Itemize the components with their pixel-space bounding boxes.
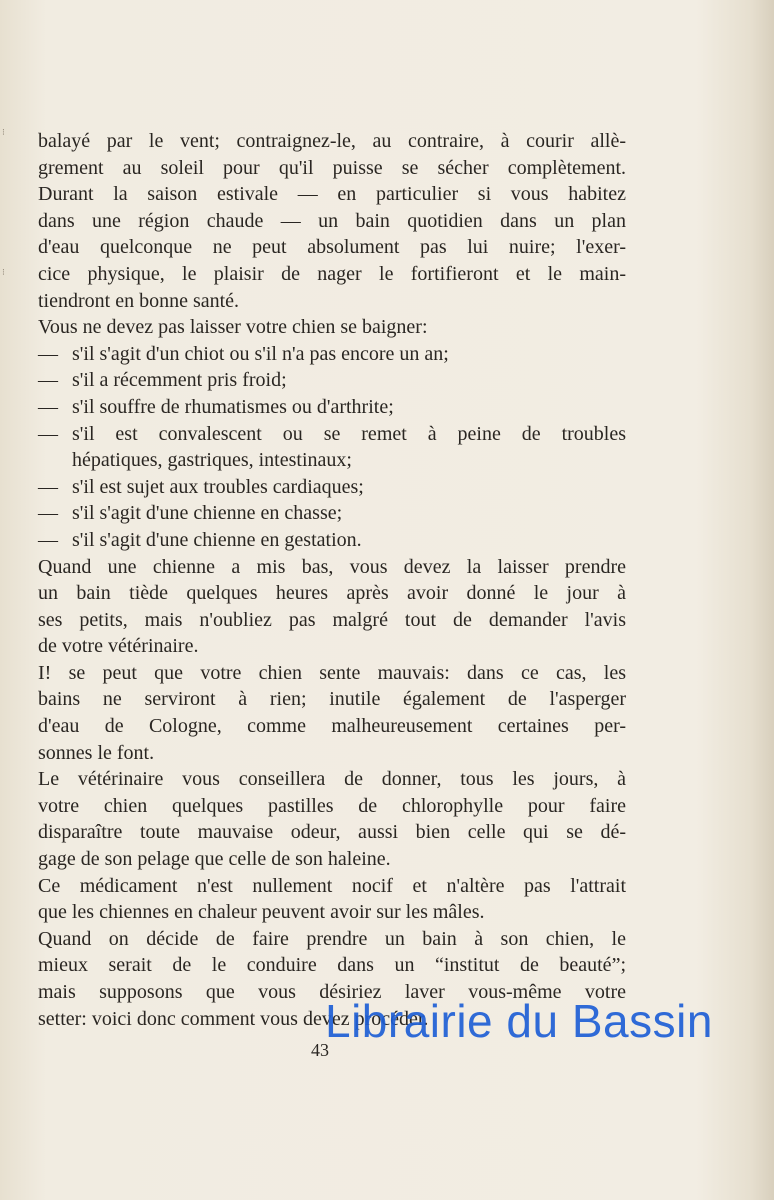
dash-bullet: — bbox=[38, 342, 58, 365]
text-line: Ce médicament n'est nullement nocif et n'altère pas l'attrait bbox=[38, 874, 626, 897]
list-item bbox=[38, 367, 626, 394]
list-item-text: s'il s'agit d'une chienne en gestation. bbox=[72, 528, 362, 551]
list-item bbox=[38, 527, 626, 554]
text-line: ses petits, mais n'oubliez pas malgré tout de demander l'avis bbox=[38, 608, 626, 631]
list-item bbox=[38, 341, 626, 368]
list-item-text: s'il souffre de rhumatismes ou d'arthrite; bbox=[72, 395, 394, 418]
gutter-mark: ⁝ bbox=[2, 268, 5, 278]
watermark: Librairie du Bassin bbox=[325, 995, 713, 1047]
page-number: 43 bbox=[311, 1040, 329, 1060]
text-line: Quand une chienne a mis bas, vous devez la laisser prendre bbox=[38, 555, 626, 578]
text-line: votre chien quelques pastilles de chlorophylle pour faire bbox=[38, 794, 626, 817]
gutter-mark: ⁝ bbox=[2, 128, 5, 138]
text-line: Durant la saison estivale — en particulier si vous habitez bbox=[38, 183, 626, 206]
dash-bullet: — bbox=[38, 502, 58, 525]
list-item-text: s'il s'agit d'un chiot ou s'il n'a pas encore un an; bbox=[72, 342, 449, 365]
list-item bbox=[38, 421, 626, 448]
text-line: Quand on décide de faire prendre un bain à son chien, le bbox=[38, 927, 626, 950]
text-line: un bain tiède quelques heures après avoir donné le jour à bbox=[38, 582, 626, 605]
text-line: Vous ne devez pas laisser votre chien se baigner: bbox=[38, 316, 428, 339]
text-line: balayé par le vent; contraignez-le, au contraire, à courir allè- bbox=[38, 130, 626, 152]
text-line: grement au soleil pour qu'il puisse se sécher complètement. bbox=[38, 156, 626, 179]
text-line: gage de son pelage que celle de son haleine. bbox=[38, 848, 391, 871]
list-item-text: s'il est convalescent ou se remet à peine de troubles bbox=[72, 422, 626, 445]
text-line: disparaître toute mauvaise odeur, aussi bien celle qui se dé- bbox=[38, 821, 626, 844]
text-line: de votre vétérinaire. bbox=[38, 635, 199, 658]
text-line: sonnes le font. bbox=[38, 741, 155, 764]
dash-bullet: — bbox=[38, 422, 58, 445]
text-line: que les chiennes en chaleur peuvent avoir sur les mâles. bbox=[38, 901, 485, 924]
dash-bullet: — bbox=[38, 369, 58, 392]
text-line: dans une région chaude — un bain quotidien dans un plan bbox=[38, 209, 626, 232]
text-line: setter: voici donc comment vous devez procéder. bbox=[38, 1007, 429, 1030]
text-line: I! se peut que votre chien sente mauvais: dans ce cas, les bbox=[38, 661, 626, 684]
text-line: Le vétérinaire vous conseillera de donner, tous les jours, à bbox=[38, 768, 626, 791]
list-item bbox=[38, 500, 626, 527]
dash-bullet: — bbox=[38, 395, 58, 418]
text-line: d'eau de Cologne, comme malheureusement certaines per- bbox=[38, 715, 626, 738]
list-item-text: s'il est sujet aux troubles cardiaques; bbox=[72, 475, 364, 498]
list-item bbox=[38, 394, 626, 421]
dash-bullet: — bbox=[38, 475, 58, 498]
body-text bbox=[38, 128, 626, 1032]
text-line: mieux serait de le conduire dans un “institut de beauté”; bbox=[38, 954, 626, 977]
text-line: d'eau quelconque ne peut absolument pas lui nuire; l'exer- bbox=[38, 236, 626, 259]
list-item bbox=[38, 474, 626, 501]
text-line: tiendront en bonne santé. bbox=[38, 289, 240, 312]
dash-bullet: — bbox=[38, 528, 58, 551]
text-line: cice physique, le plaisir de nager le fortifieront et le main- bbox=[38, 262, 626, 285]
list-item-text: s'il a récemment pris froid; bbox=[72, 369, 287, 392]
text-line: bains ne serviront à rien; inutile également de l'asperger bbox=[38, 688, 626, 711]
text-line: mais supposons que vous désiriez laver vous-même votre bbox=[38, 981, 626, 1003]
list-item-text: s'il s'agit d'une chienne en chasse; bbox=[72, 502, 343, 525]
list-item-continuation: hépatiques, gastriques, intestinaux; bbox=[72, 449, 352, 472]
